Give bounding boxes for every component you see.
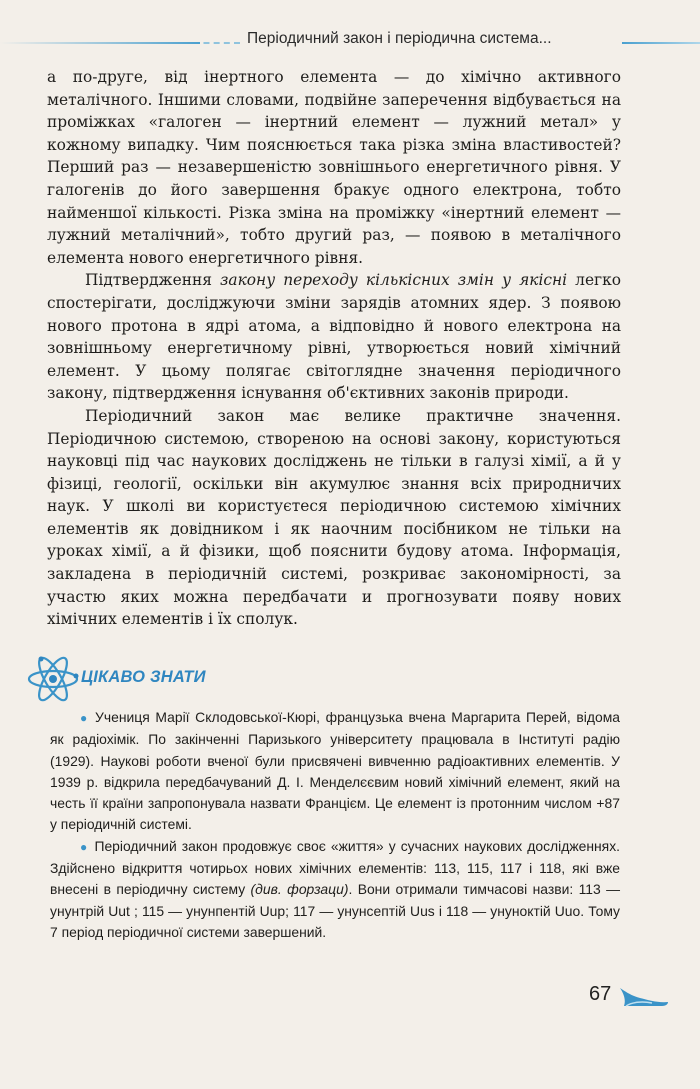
paragraph-1: а по-друге, від інертного елемента — до хімічно активного металічного. Іншими словами, подвійне заперечення відбувається на проміжках «галоген — інертний елемент — лужний метал» у кожному випадку. Чим пояснюється така різка зміна властивостей? Перший раз — незавершеністю зовнішнього енергетичного рівня. У галогенів до його завершення бракує одного електрона, тобто найменшої кількості. Різка зміна на проміжку «інертний елемент — лужний металічний», тобто другий раз, — появою в металічного елемента нового енергетичного рівня. (47, 68, 621, 267)
paragraph-2-start: Підтвердження (85, 271, 221, 290)
info-notes (50, 707, 620, 943)
wave-icon (618, 984, 670, 1008)
info-box-title: ЦІКАВО ЗНАТИ (81, 668, 206, 686)
page-number: 67 (589, 983, 612, 1005)
paragraph-2-emphasis: закону переходу кількісних змін у якісні (220, 271, 568, 290)
info-note-2-emphasis: (див. форзаци) (250, 881, 349, 898)
info-box-heading (26, 654, 256, 704)
main-text (47, 66, 621, 631)
bullet-icon: ● (80, 711, 90, 725)
header-title: Періодичний закон і періодична система... (247, 30, 552, 47)
info-note-2-start: Періодичний закон продовжує своє «життя» у сучасних наукових дослідженнях. Здійснено відкриття чотирьох нових хімічних елементів: 113, 115, 117 і 118, які вже внесені в періодичну систему (50, 837, 621, 898)
header-rule-right (622, 42, 700, 44)
atom-icon (26, 654, 84, 704)
paragraph-2 (47, 269, 621, 405)
info-note-1-text: Учениця Марії Склодовської-Кюрі, французька вчена Маргарита Перей, відома як радіохімік. По закінченні Паризького університету працювала в Інституті радію (1929). Наукові роботи вченої були присвячені вивченню радіоактивних елементів. У 1939 р. відкрила передбачуваний Д. І. Менделєєвим новий хімічний елемент, який на честь її країни запропонувала назвати Францієм. Це елемент із протонним числом +87 у періодичній системі. (50, 709, 620, 833)
info-note-1 (50, 707, 620, 836)
bullet-icon: ● (80, 839, 89, 854)
info-note-2-end: . Вони отримали тимчасові назви: 113 — унунтрій Uut ; 115 — унунпентій Uup; 117 — унунсептій Uus і 118 — унуноктій Uuo. Тому 7 період періодичної системи завершений. (50, 881, 620, 940)
paragraph-2-end: легко спостерігати, досліджуючи зміни зарядів атомних ядер. З появою нового протона в ядрі атома, а відповідно й нового електрона на зовнішньому енергетичному рівні, утворюється новий хімічний елемент. У цьому полягає світоглядне значення періодичного закону, підтвердження існування об'єктивних законів природи. (47, 271, 622, 403)
paragraph-3: Періодичний закон має велике практичне значення. Періодичною системою, створеною на основі закону, користуються науковці під час наукових досліджень не тільки в галузі хімії, а й у фізиці, геології, оскільки він акумулює знання всіх природничих наук. У школі ви користуєтеся періодичною системою хімічних елементів як довідником і як наочним посібником не тільки на уроках хімії, а й фізики, щоб пояснити будову атома. Інформація, закладена в періодичній системі, розкриває закономірності, за участю яких можна передбачати и прогнозувати появу нових хімічних елементів і їх сполук. (47, 406, 621, 629)
header-rule-left (0, 42, 240, 44)
info-note-2 (50, 836, 620, 943)
running-header (0, 30, 700, 60)
